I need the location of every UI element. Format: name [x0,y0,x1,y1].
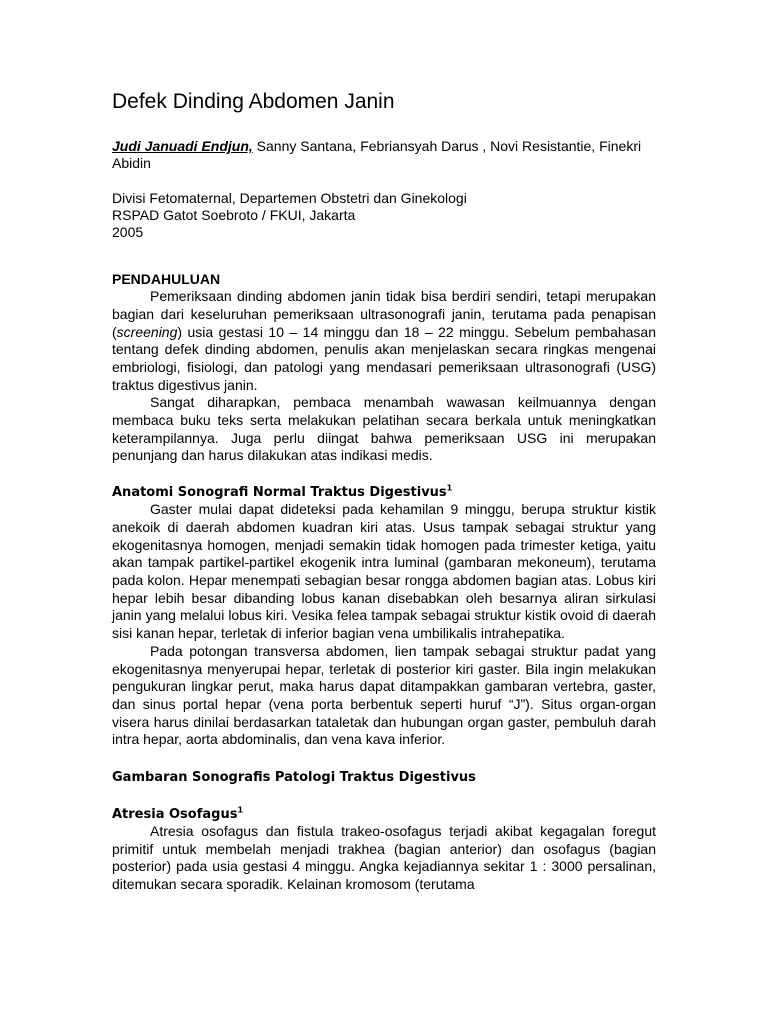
section-heading-pendahuluan: PENDAHULUAN [112,271,221,288]
co-authors: Sanny Santana, Febriansyah Darus , Novi Resistantie, Finekri Abidin [112,138,642,172]
document-content [112,90,656,894]
lead-author: Judi Januadi Endjun, [112,138,253,155]
paragraph: Pada potongan transversa abdomen, lien tampak sebagai struktur padat yang ekogenitasnya menyerupai hepar, terletak di posterior kiri gaster. Bila ingin melakukan pengukuran lingkar perut, maka harus dapat ditampakkan gambaran vertebra, gaster, dan sinus portal hepar (vena porta berbentuk seperti huruf “J”). Situs organ-organ visera harus dinilai berdasarkan tataletak dan hubungan organ gaster, pembuluh darah intra hepar, aorta abdominalis, dan vena kava inferior. [112,642,656,748]
paragraph [112,288,656,394]
section-pendahuluan [112,271,656,465]
affiliation-block [112,190,656,241]
section-atresia [112,806,656,894]
section-heading-anatomi [112,484,656,501]
paragraph-text: ) usia gestasi 10 – 14 minggu dan 18 – 22 minggu. Sebelum pembahasan tentang defek dinding abdomen, penulis akan menjelaskan secara ringkas mengenai embriologi, fisiologi, dan patologi yang mendasari pemeriksaan ultrasonografi (USG) traktus digestivus janin. [112,323,656,393]
affiliation-line-1: Divisi Fetomaternal, Departemen Obstetri dan Ginekologi [112,190,467,207]
author-list [112,138,656,172]
reference-marker: 1 [446,483,453,493]
italic-term: screening [116,323,178,340]
reference-marker: 1 [237,805,244,815]
affiliation-line-2: RSPAD Gatot Soebroto / FKUI, Jakarta [112,207,356,224]
section-gambaran [112,769,656,786]
heading-text: Atresia Osofagus [112,807,238,823]
paragraph: Atresia osofagus dan fistula trakeo-osofagus terjadi akibat kegagalan foregut primitif untuk membelah menjadi trakhea (bagian anterior) dan osofagus (bagian posterior) pada usia gestasi 4 minggu. Angka kejadiannya sekitar 1 : 3000 persalinan, ditemukan secara sporadik. Kelainan kromosom (terutama [112,823,656,893]
heading-text: Anatomi Sonografi Normal Traktus Digestivus [112,485,447,501]
section-anatomi [112,484,656,749]
document-title: Defek Dinding Abdomen Janin [112,90,395,113]
paragraph-text: Pemeriksaan dinding abdomen janin tidak bisa berdiri sendiri, tetapi merupakan bagian dari keseluruhan pemeriksaan ultrasonografi janin, terutama pada penapisan ( [112,288,656,340]
publication-year: 2005 [112,224,144,241]
paragraph: Gaster mulai dapat dideteksi pada kehamilan 9 minggu, berupa struktur kistik anekoik di daerah abdomen kuadran kiri atas. Usus tampak sebagai struktur yang ekogenitasnya homogen, menjadi semakin tidak homogen pada trimester ketiga, yaitu akan tampak partikel-partikel ekogenik intra luminal (gambaran mekoneum), terutama pada kolon. Hepar menempati sebagian besar rongga abdomen bagian atas. Lobus kiri hepar lebih besar dibanding lobus kanan disebabkan oleh besarnya aliran sirkulasi janin yang melalui lobus kiri. Vesika felea tampak sebagai struktur kistik ovoid di daerah sisi kanan hepar, terletak di inferior bagian vena umbilikalis intrahepatika. [112,501,656,642]
paragraph: Sangat diharapkan, pembaca menambah wawasan keilmuannya dengan membaca buku teks serta melakukan pelatihan secara berkala untuk meningkatkan keterampilannya. Juga perlu diingat bahwa pemeriksaan USG ini merupakan penunjang dan harus dilakukan atas indikasi medis. [112,394,656,464]
section-heading-gambaran: Gambaran Sonografis Patologi Traktus Digestivus [112,770,476,786]
section-heading-atresia [112,806,656,823]
